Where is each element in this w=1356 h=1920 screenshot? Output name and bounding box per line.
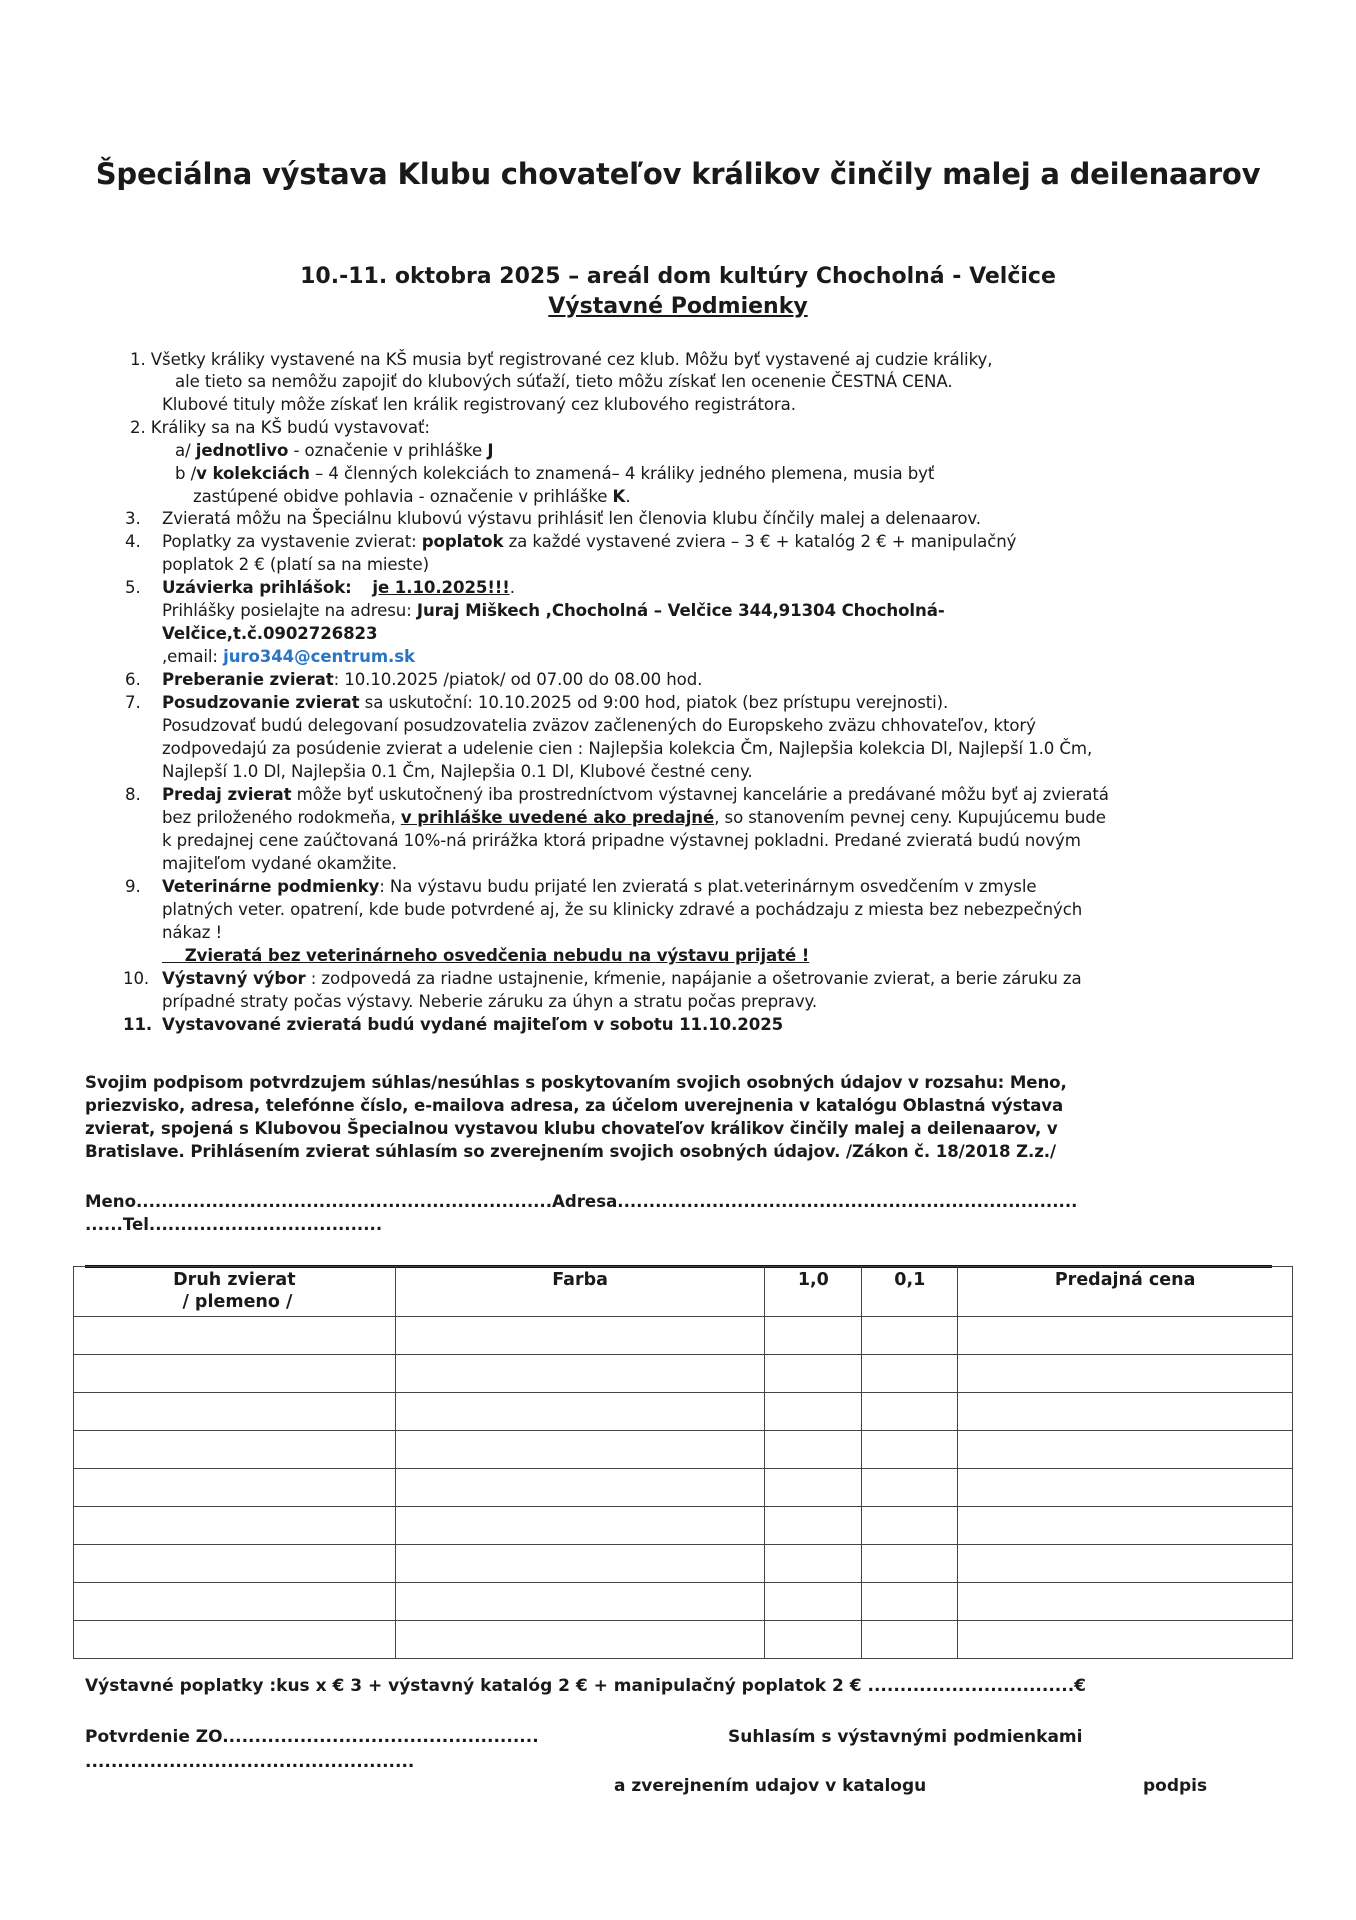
consent-line-1: Svojim podpisom potvrdzujem súhlas/nesúhlas s poskytovaním svojich osobných údajov v rozsahu: Meno,: [85, 1073, 1067, 1092]
female-cell[interactable]: [862, 1317, 958, 1355]
condition-11-number: 11.: [123, 1015, 153, 1034]
breed-cell[interactable]: [74, 1355, 396, 1393]
condition-7-line-1: Posudzovanie zvierat sa uskutoční: 10.10.2025 od 9:00 hod, piatok (bez prístupu verejnosti).: [162, 693, 949, 712]
consent-paragraph: [85, 1071, 1285, 1163]
column-header-color: Farba: [395, 1267, 765, 1317]
condition-8-number: 8.: [125, 785, 141, 804]
condition-9-line-2: platných veter. opatrení, kde bude potvrdené aj, že su klinicky zdravé a pochádzaju z miesta bez nebezpečných: [162, 900, 1083, 919]
male-cell[interactable]: [765, 1393, 862, 1431]
condition-8-line-2: bez priloženého rodokmeňa, v prihláške uvedené ako predajné, so stanovením pevnej ceny. Kupujúcemu bude: [162, 808, 1106, 827]
condition-2-b-line-2: zastúpené obidve pohlavia - označenie v prihláške K.: [193, 487, 631, 506]
color-cell[interactable]: [395, 1621, 765, 1659]
table-row: [74, 1317, 1293, 1355]
condition-4-number: 4.: [125, 532, 141, 551]
table-row: [74, 1355, 1293, 1393]
signature-label: podpis: [1143, 1776, 1208, 1796]
table-row: [74, 1393, 1293, 1431]
price-cell[interactable]: [958, 1393, 1293, 1431]
condition-2-a: a/ jednotlivo - označenie v prihláške J: [175, 441, 494, 460]
male-cell[interactable]: [765, 1355, 862, 1393]
table-header-row: [74, 1267, 1293, 1317]
breed-cell[interactable]: [74, 1583, 396, 1621]
female-cell[interactable]: [862, 1583, 958, 1621]
column-header-female: 0,1: [862, 1267, 958, 1317]
price-cell[interactable]: [958, 1621, 1293, 1659]
table-row: [74, 1469, 1293, 1507]
consent-line-2: priezvisko, adresa, telefónne číslo, e-mailova adresa, za účelom uverejnenia v katalógu Oblastná výstava: [85, 1096, 1064, 1115]
price-cell[interactable]: [958, 1545, 1293, 1583]
condition-3: Zvieratá môžu na Špeciálnu klubovú výstavu prihlásiť len členovia klubu čínčily malej a delenaarov.: [162, 509, 981, 528]
condition-6: Preberanie zvierat: 10.10.2025 /piatok/ od 07.00 do 08.00 hod.: [162, 670, 703, 689]
condition-8-line-3: k predajnej cene zaúčtovaná 10%-ná prirážka ktorá pripadne výstavnej pokladni. Predané zvieratá budú novým: [162, 831, 1081, 850]
condition-7-number: 7.: [125, 693, 141, 712]
event-date-location: 10.-11. oktobra 2025 – areál dom kultúry Chocholná - Velčice: [300, 264, 1056, 289]
table-row: [74, 1583, 1293, 1621]
condition-5-address: Prihlášky posielajte na adresu: Juraj Miškech ,Chocholná – Velčice 344,91304 Chocholná-: [162, 601, 945, 620]
applicant-fields: [85, 1190, 1077, 1236]
consent-line-3: zvierat, spojená s Klubovou Špecialnou vystavou klubu chovateľov králikov činčily malej a deilenaarov, v: [85, 1119, 1058, 1138]
price-cell[interactable]: [958, 1317, 1293, 1355]
condition-1-line-1: 1. Všetky králiky vystavené na KŠ musia byť registrované cez klub. Môžu byť vystavené aj cudzie králiky,: [130, 350, 993, 369]
breed-cell[interactable]: [74, 1545, 396, 1583]
condition-10-line-2: prípadné straty počas výstavy. Neberie záruku za úhyn a stratu počas prepravy.: [162, 992, 818, 1011]
conditions-heading: Výstavné Podmienky: [548, 294, 808, 319]
color-cell[interactable]: [395, 1431, 765, 1469]
condition-10-number: 10.: [123, 969, 150, 988]
table-row: [74, 1507, 1293, 1545]
consent-line-4: Bratislave. Prihlásením zvierat súhlasím so zverejnením svojich osobných údajov. /Zákon č. 18/2018 Z.z./: [85, 1142, 1056, 1161]
breed-cell[interactable]: [74, 1393, 396, 1431]
zo-confirmation-dots: ...................................................: [85, 1752, 415, 1772]
male-cell[interactable]: [765, 1469, 862, 1507]
condition-2-b: b /v kolekciách – 4 členných kolekciách to znamená– 4 králiky jedného plemena, musia byť: [175, 464, 935, 483]
breed-cell[interactable]: [74, 1621, 396, 1659]
column-header-breed: Druh zvierat / plemeno /: [74, 1267, 396, 1317]
male-cell[interactable]: [765, 1317, 862, 1355]
condition-9-number: 9.: [125, 877, 141, 896]
fees-line: Výstavné poplatky :kus x € 3 + výstavný katalóg 2 € + manipulačný poplatok 2 € ................................€: [85, 1676, 1086, 1696]
zo-confirmation-field[interactable]: Potvrdenie ZO.................................................: [85, 1727, 539, 1747]
condition-8-line-1: Predaj zvierat môže byť uskutočnený iba prostredníctvom výstavnej kancelárie a predávané môžu byť aj zvieratá: [162, 785, 1109, 804]
price-cell[interactable]: [958, 1469, 1293, 1507]
condition-4-line-1: Poplatky za vystavenie zvierat: poplatok za každé vystavené zviera – 3 € + katalóg 2 € + manipulačný: [162, 532, 1017, 551]
email-link[interactable]: juro344@centrum.sk: [223, 647, 415, 666]
table-row: [74, 1431, 1293, 1469]
breed-cell[interactable]: [74, 1507, 396, 1545]
condition-9-line-1: Veterinárne podmienky: Na výstavu budu prijaté len zvieratá s plat.veterinárnym osvedčením v zmysle: [162, 877, 1037, 896]
condition-5-email: ,email: juro344@centrum.sk: [162, 647, 415, 666]
condition-7-line-2: Posudzovať budú delegovaní posudzovatelia zväzov začlenených do Europskeho zväzu chhovateľov, ktorý: [162, 716, 1036, 735]
female-cell[interactable]: [862, 1393, 958, 1431]
female-cell[interactable]: [862, 1621, 958, 1659]
name-address-line: [85, 1190, 1077, 1213]
address-label: Adresa: [552, 1192, 618, 1211]
color-cell[interactable]: [395, 1469, 765, 1507]
price-cell[interactable]: [958, 1583, 1293, 1621]
table-row: [74, 1545, 1293, 1583]
condition-8-line-4: majiteľom vydané okamžite.: [162, 854, 397, 873]
price-cell[interactable]: [958, 1431, 1293, 1469]
breed-cell[interactable]: [74, 1317, 396, 1355]
tel-field[interactable]: .....................................: [148, 1215, 383, 1234]
color-cell[interactable]: [395, 1507, 765, 1545]
price-cell[interactable]: [958, 1507, 1293, 1545]
condition-7-line-4: Najlepší 1.0 Dl, Najlepšia 0.1 Čm, Najlepšia 0.1 Dl, Klubové čestné ceny.: [162, 762, 753, 781]
tel-label: Tel: [122, 1215, 149, 1234]
condition-7-line-3: zodpovedajú za posúdenie zvierat a udelenie cien : Najlepšia kolekcia Čm, Najlepšia kolekcia Dl, Najlepší 1.0 Čm,: [162, 739, 1093, 758]
color-cell[interactable]: [395, 1583, 765, 1621]
condition-9-line-3: nákaz !: [162, 923, 223, 942]
condition-10-line-1: Výstavný výbor : zodpovedá za riadne ustajnenie, kŕmenie, napájanie a ošetrovanie zvierat, a berie záruku za: [162, 969, 1082, 988]
condition-5-number: 5.: [125, 578, 141, 597]
male-cell[interactable]: [765, 1545, 862, 1583]
breed-cell[interactable]: [74, 1469, 396, 1507]
condition-1-line-2: ale tieto sa nemôžu zapojiť do klubových súťaží, tieto môžu získať len ocenenie ČESTNÁ CENA.: [175, 372, 953, 391]
female-cell[interactable]: [862, 1431, 958, 1469]
condition-3-number: 3.: [125, 509, 141, 528]
column-header-male: 1,0: [765, 1267, 862, 1317]
table-row: [74, 1621, 1293, 1659]
male-cell[interactable]: [765, 1583, 862, 1621]
condition-11: Vystavované zvieratá budú vydané majiteľom v sobotu 11.10.2025: [162, 1015, 784, 1034]
color-cell[interactable]: [395, 1355, 765, 1393]
condition-1-line-3: Klubové tituly môže získať len králik registrovaný cez klubového registrátora.: [162, 395, 796, 414]
tel-line: ......Tel.....................................: [85, 1215, 383, 1234]
breed-cell[interactable]: [74, 1431, 396, 1469]
condition-5-phone: Velčice,t.č.0902726823: [162, 624, 378, 643]
female-cell[interactable]: [862, 1507, 958, 1545]
female-cell[interactable]: [862, 1469, 958, 1507]
address-field[interactable]: .........................................................................: [617, 1192, 1078, 1211]
agreement-text-2: a zverejnením udajov v katalogu: [614, 1776, 927, 1796]
event-subtitle: [0, 262, 1356, 322]
condition-5-deadline: Uzávierka prihlášok: je 1.10.2025!!!.: [162, 578, 515, 597]
column-header-sale-price: Predajná cena: [958, 1267, 1293, 1317]
male-cell[interactable]: [765, 1621, 862, 1659]
female-cell[interactable]: [862, 1355, 958, 1393]
male-cell[interactable]: [765, 1431, 862, 1469]
name-label: Meno: [85, 1192, 136, 1211]
female-cell[interactable]: [862, 1545, 958, 1583]
color-cell[interactable]: [395, 1317, 765, 1355]
color-cell[interactable]: [395, 1393, 765, 1431]
name-field[interactable]: ..................................................................: [135, 1192, 553, 1211]
color-cell[interactable]: [395, 1545, 765, 1583]
condition-2-line-1: 2. Králiky sa na KŠ budú vystavovať:: [130, 418, 430, 437]
page-title: Špeciálna výstava Klubu chovateľov králikov činčily malej a deilenaarov: [95, 157, 1261, 191]
entry-table: [73, 1266, 1293, 1659]
price-cell[interactable]: [958, 1355, 1293, 1393]
condition-4-line-2: poplatok 2 € (platí sa na mieste): [162, 555, 429, 574]
male-cell[interactable]: [765, 1507, 862, 1545]
condition-6-number: 6.: [125, 670, 141, 689]
condition-9-warning: Zvieratá bez veterinárneho osvedčenia nebudu na výstavu prijaté !: [162, 946, 810, 965]
agreement-text: Suhlasím s výstavnými podmienkami: [728, 1727, 1083, 1747]
